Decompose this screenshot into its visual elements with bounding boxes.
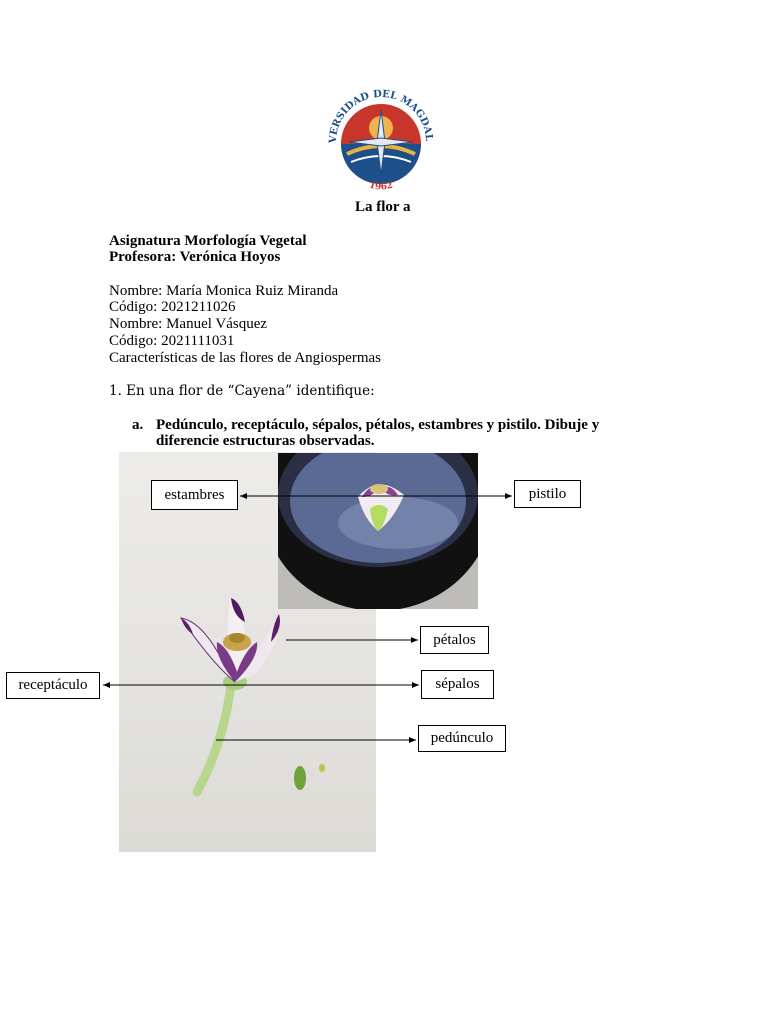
professor-name: Profesora: Verónica Hoyos bbox=[109, 249, 281, 265]
item-text-line1: Pedúnculo, receptáculo, sépalos, pétalos, estambres y pistilo. Dibuje y bbox=[156, 417, 600, 433]
student-line: Nombre: Manuel Vásquez bbox=[109, 316, 268, 332]
label-sepalos: sépalos bbox=[421, 670, 494, 699]
label-pedunculo: pedúnculo bbox=[418, 725, 506, 752]
question-text: 1. En una flor de “Cayena” identifique: bbox=[109, 383, 375, 399]
item-text-line2: diferencie estructuras observadas. bbox=[156, 433, 375, 449]
document-title: La flor a bbox=[355, 199, 411, 215]
label-pistilo: pistilo bbox=[514, 480, 581, 508]
student-line: Nombre: María Monica Ruiz Miranda bbox=[109, 283, 339, 299]
label-estambres: estambres bbox=[151, 480, 238, 510]
label-receptaculo: receptáculo bbox=[6, 672, 100, 699]
logo-arc-text: VERSIDAD DEL MAGDAL bbox=[327, 88, 435, 144]
logo-year-text: 1962 bbox=[367, 180, 395, 193]
label-petalos: pétalos bbox=[420, 626, 489, 654]
course-name: Asignatura Morfología Vegetal bbox=[109, 233, 307, 249]
topic-line: Características de las flores de Angiospermas bbox=[109, 350, 381, 366]
student-line: Código: 2021211026 bbox=[109, 299, 236, 315]
item-marker: a. bbox=[132, 417, 144, 433]
student-line: Código: 2021111031 bbox=[109, 333, 235, 349]
